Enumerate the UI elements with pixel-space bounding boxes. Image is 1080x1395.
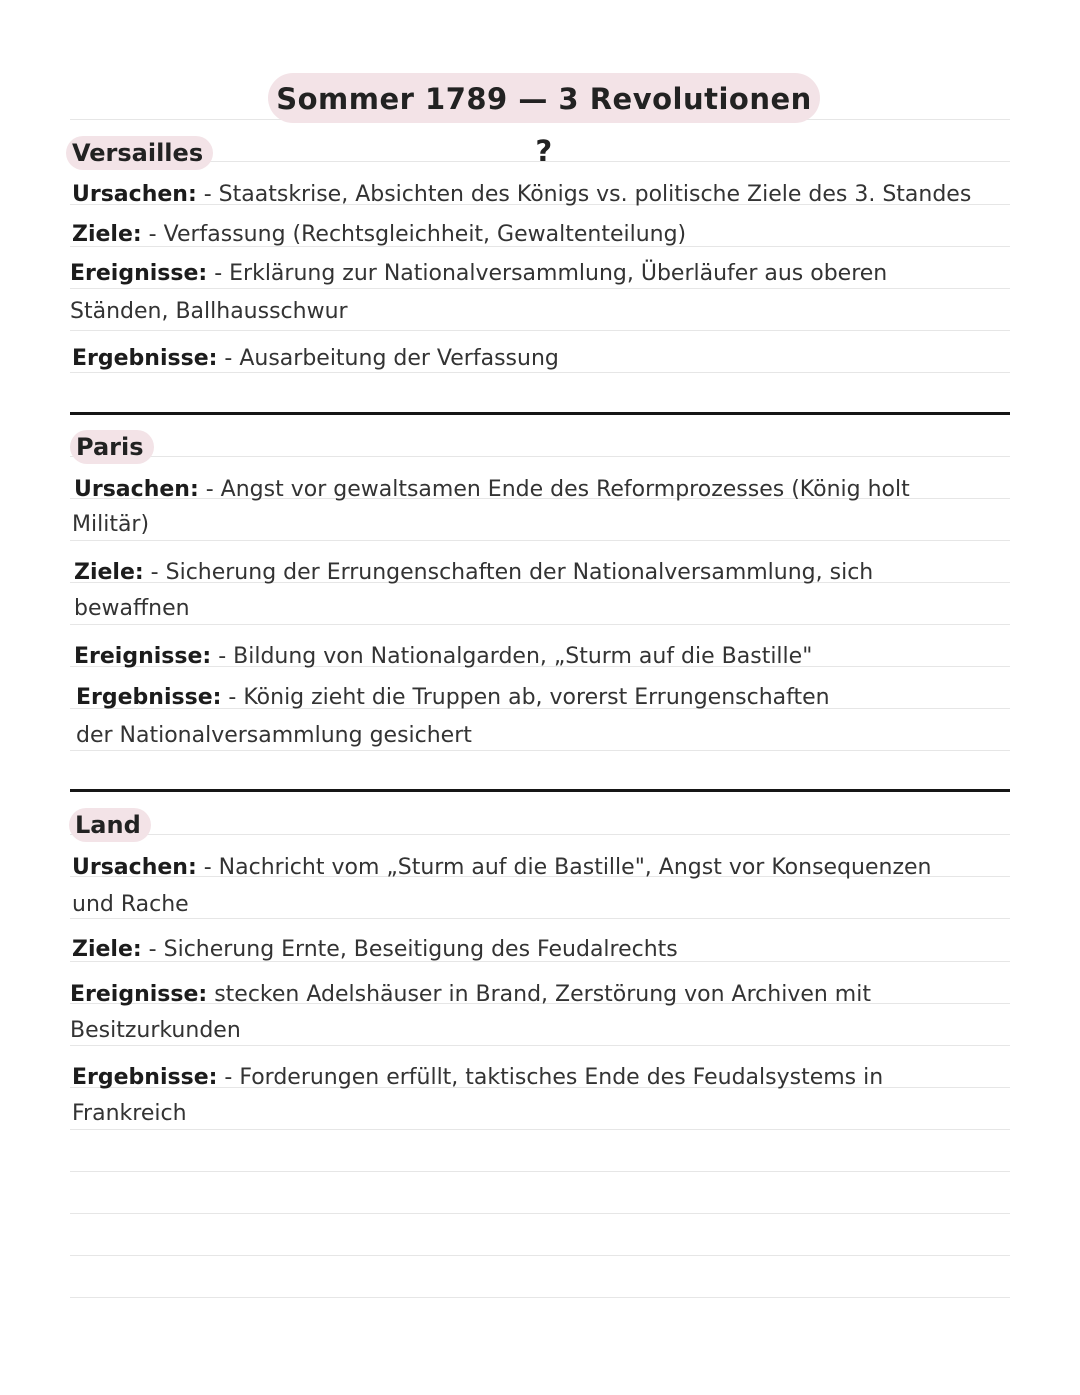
row-label: Ziele: [74,560,144,585]
row-continuation: bewaffnen [74,596,190,621]
row-label: Ziele: [72,222,142,247]
row-text: - Forderungen erfüllt, taktisches Ende des Feudalsystems in [217,1065,884,1090]
row-text: - König zieht die Truppen ab, vorerst Errungenschaften [221,685,830,710]
ruled-line [70,834,1010,835]
ruled-line [70,918,1010,919]
row-text: - Nachricht vom „Sturm auf die Bastille", Angst vor Konsequenzen [196,855,932,880]
row-ziele [72,216,686,254]
row-text: - Bildung von Nationalgarden, „Sturm auf die Bastille" [211,644,813,669]
row-text: - Verfassung (Rechtsgleichheit, Gewaltenteilung) [141,222,687,247]
row-continuation: Ständen, Ballhausschwur [70,299,348,324]
ruled-line [70,1213,1010,1214]
row-ergebnisse [72,1059,883,1097]
section-heading-paris: Paris [70,430,154,464]
row-continuation: der Nationalversammlung gesichert [76,723,472,748]
row-ursachen [72,176,971,214]
row-ziele [72,931,678,969]
section-heading-versailles: Versailles [66,136,213,170]
row-ursachen [74,471,910,509]
row-text: - Ausarbeitung der Verfassung [217,346,559,371]
row-text: stecken Adelshäuser in Brand, Zerstörung von Archiven mit [207,982,871,1007]
ruled-line [70,456,1010,457]
section-heading-land: Land [69,808,151,842]
row-ergebnisse [72,340,559,378]
row-text: - Staatskrise, Absichten des Königs vs. politische Ziele des 3. Standes [196,182,972,207]
section-divider [70,412,1010,415]
row-label: Ursachen: [72,182,197,207]
row-label: Ereignisse: [70,982,208,1007]
row-label: Ziele: [72,937,142,962]
row-ereignisse [70,255,887,293]
row-label: Ereignisse: [70,261,208,286]
row-ereignisse [70,976,871,1014]
row-label: Ereignisse: [74,644,212,669]
ruled-line [70,540,1010,541]
row-text: - Angst vor gewaltsamen Ende des Reformprozesses (König holt [198,477,910,502]
row-label: Ergebnisse: [72,1065,218,1090]
row-continuation: Besitzurkunden [70,1018,241,1043]
row-continuation: und Rache [72,892,189,917]
ruled-line [70,1171,1010,1172]
section-divider [70,789,1010,792]
row-label: Ursachen: [74,477,199,502]
row-text: - Sicherung Ernte, Beseitigung des Feudalrechts [141,937,678,962]
row-label: Ergebnisse: [72,346,218,371]
row-ziele [74,554,873,592]
row-label: Ursachen: [72,855,197,880]
row-ergebnisse [76,679,830,717]
row-text: - Sicherung der Errungenschaften der Nationalversammlung, sich [143,560,874,585]
row-ereignisse [74,638,812,676]
row-label: Ergebnisse: [76,685,222,710]
row-text: - Erklärung zur Nationalversammlung, Überläufer aus oberen [207,261,888,286]
row-continuation: Frankreich [72,1101,187,1126]
ruled-line [70,1129,1010,1130]
ruled-line [70,1297,1010,1298]
page-title: Sommer 1789 — 3 Revolutionen ? [268,73,820,123]
row-continuation: Militär) [72,512,150,537]
row-ursachen [72,849,932,887]
ruled-line [70,624,1010,625]
ruled-line [70,1255,1010,1256]
